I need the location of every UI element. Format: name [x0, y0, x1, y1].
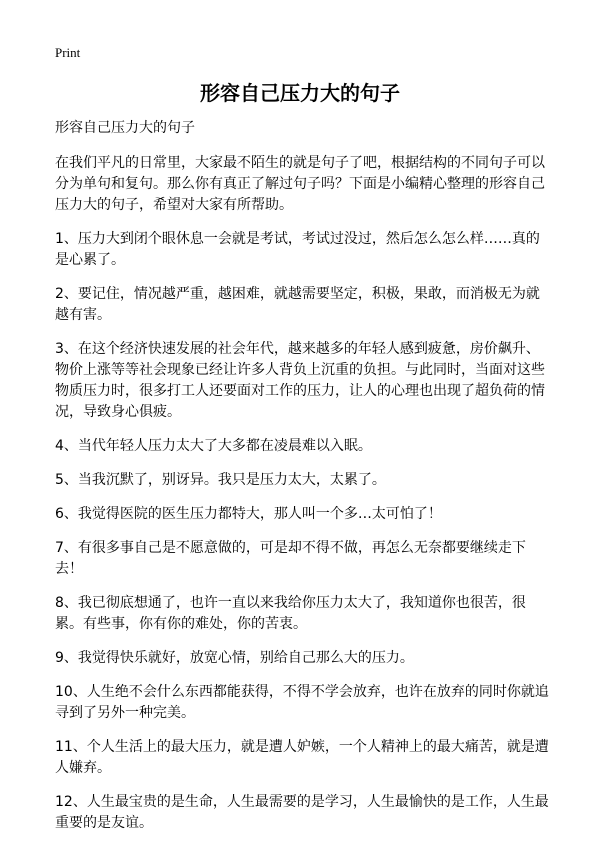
- list-item: 5、当我沉默了，别讶异。我只是压力太大，太累了。: [55, 472, 386, 488]
- list-item: 2、要记住，情况越严重，越困难，就越需要坚定，积极，果敢，而消极无为就越有害。: [55, 286, 540, 323]
- list-item: 12、人生最宝贵的是生命，人生最需要的是学习，人生最愉快的是工作，人生最重要的是友谊。: [55, 794, 549, 831]
- list-item: 11、个人生活上的最大压力，就是遭人妒嫉，一个人精神上的最大痛苦，就是遭人嫌弃。: [55, 739, 549, 776]
- list-item: 1、压力大到闭个眼休息一会就是考试，考试过没过，然后怎么怎么样……真的是心累了。: [55, 231, 540, 268]
- page-title: 形容自己压力大的句子: [200, 81, 400, 105]
- list-item: 6、我觉得医院的医生压力都特大，那人叫一个多…太可怕了！: [55, 506, 442, 522]
- list-item: 10、人生绝不会什么东西都能获得，不得不学会放弃，也许在放弃的同时你就追寻到了另外一种完美。: [55, 684, 549, 721]
- article-body: [55, 118, 550, 847]
- list-item: 8、我已彻底想通了，也许一直以来我给你压力太大了，我知道你也很苦，很累。有些事，你有你的难处，你的苦衷。: [55, 595, 526, 632]
- list-item: 3、在这个经济快速发展的社会年代，越来越多的年轻人感到疲惫，房价飙升、物价上涨等等社会现象已经让许多人背负上沉重的负担。与此同时，当面对这些物质压力时，很多打工人还要面对工作的压力，让人的心理也出现了超负荷的情况，导致身心俱疲。: [55, 341, 545, 420]
- list-item: 4、当代年轻人压力太大了大多都在凌晨难以入眠。: [55, 438, 372, 454]
- print-link[interactable]: Print: [55, 45, 81, 60]
- list-item: 9、我觉得快乐就好，放宽心情，别给自己那么大的压力。: [55, 650, 414, 666]
- list-item: 7、有很多事自己是不愿意做的，可是却不得不做，再怎么无奈都要继续走下去！: [55, 540, 526, 577]
- article-subtitle: 形容自己压力大的句子: [55, 120, 195, 136]
- intro-paragraph: 在我们平凡的日常里，大家最不陌生的就是句子了吧，根据结构的不同句子可以分为单句和复句。那么你有真正了解过句子吗？下面是小编精心整理的形容自己压力大的句子，希望对大家有所帮助。: [55, 155, 545, 213]
